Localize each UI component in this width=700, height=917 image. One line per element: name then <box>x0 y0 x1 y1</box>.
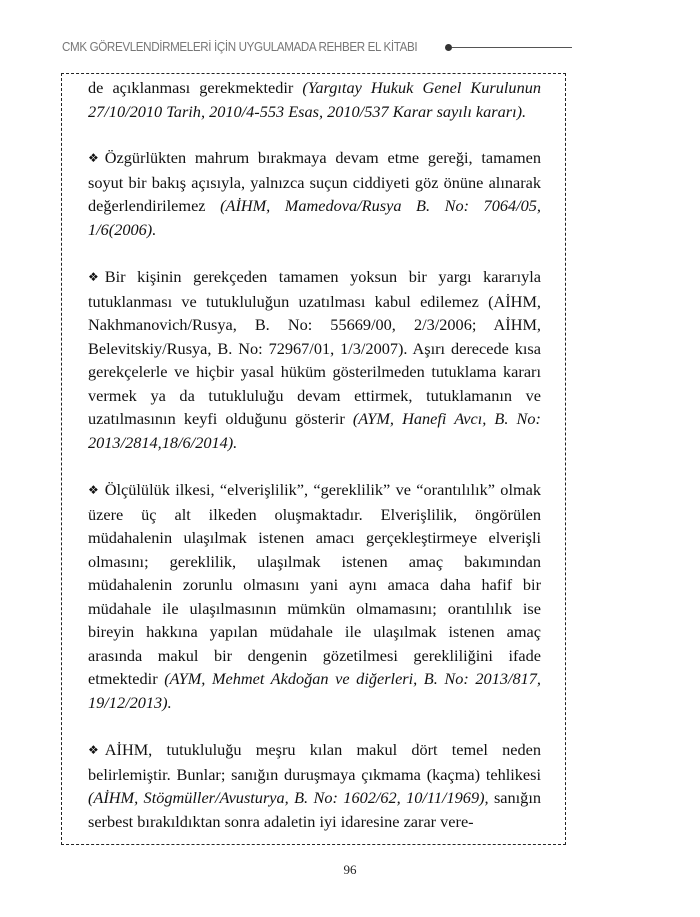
running-header <box>62 37 572 57</box>
running-header-title: CMK GÖREVLENDİRMELERİ İÇİN UYGULAMADA REHBER EL KİTABI <box>62 40 418 54</box>
paragraph-text: de açıklanması gerekmektedir <box>88 78 303 97</box>
paragraph-citation: (AİHM, Stögmüller/Avusturya, B. No: 1602/62, 10/11/1969), <box>88 788 489 807</box>
header-rule <box>452 47 572 48</box>
paragraph-text: Özgürlükten mahrum bırakmaya devam etme gereği, tamamen soyut bir bakış açısıyla, yalnızca suçun ciddiyeti göz önüne alınarak değerlendirilemez <box>88 148 541 215</box>
body-text <box>88 76 541 857</box>
bullet-paragraph <box>88 478 541 714</box>
paragraph-text: AİHM, tutukluluğu meşru kılan makul dört temel neden belirlemiştir. Bunlar; sanığın duruşmaya çıkmama (kaçma) tehlikesi <box>88 740 541 784</box>
bullet-paragraph <box>88 265 541 454</box>
paragraph-text-continued: sanığın serbest bırakıldıktan sonra adaletin iyi idaresine zarar vere- <box>88 788 541 831</box>
paragraph-continuation <box>88 76 541 123</box>
bullet-paragraph <box>88 738 541 833</box>
page-number: 96 <box>343 862 357 877</box>
paragraph-text: Bir kişinin gerekçeden tamamen yoksun bir yargı kararıyla tutuklanması ve tutukluluğun uzatılması kabul edilemez (AİHM, Nakhmanovich/Rusya, B. No: 55669/00, 2/3/2006; AİHM, Belevitskiy/Rusya, B. No: 72967/01, 1/3/2007). Aşırı derecede kısa gerekçelerle ve hiçbir yasal hüküm gösterilmeden tutuklama kararı vermek ya da tutukluluğu devam ettirmek, tutuklamanın ve uzatılmasının keyfi olduğunu gösterir <box>88 267 541 428</box>
paragraph-text: Ölçülülük ilkesi, “elverişlilik”, “gereklilik” ve “orantılılık” olmak üzere üç alt ilkeden oluşmaktadır. Elverişlilik, öngörülen müdahalenin ulaşılmak istenen amacı gerçekleştirmeye elverişli olmasını; gereklilik, ulaşılmak istenen amaç bakımından müdahalenin zorunlu olmasını yani aynı amaca daha hafif bir müdahale ile ulaşılmasının mümkün olmamasını; orantılılık ise bireyin hakkına yapılan müdahale ile ulaşılmak istenen amaç arasında makul bir dengenin gözetilmesi gerekliliğini ifade etmektedir <box>88 480 541 688</box>
diamond-bullet-icon: ❖ <box>88 743 99 757</box>
diamond-bullet-icon: ❖ <box>88 151 99 165</box>
paragraph-citation: (AYM, Mehmet Akdoğan ve diğerleri, B. No: 2013/817, 19/12/2013). <box>88 669 541 712</box>
paragraph-citation: (AİHM, Mamedova/Rusya B. No: 7064/05, 1/6(2006). <box>88 196 541 239</box>
bullet-paragraph <box>88 146 541 241</box>
paragraph-citation: (AYM, Hanefi Avcı, B. No: 2013/2814,18/6/2014). <box>88 409 541 452</box>
diamond-bullet-icon: ❖ <box>88 270 99 284</box>
header-bullet-dot <box>445 44 452 51</box>
paragraph-citation: (Yargıtay Hukuk Genel Kurulunun 27/10/2010 Tarih, 2010/4-553 Esas, 2010/537 Karar sayılı kararı). <box>88 78 541 121</box>
diamond-bullet-icon: ❖ <box>88 483 99 497</box>
